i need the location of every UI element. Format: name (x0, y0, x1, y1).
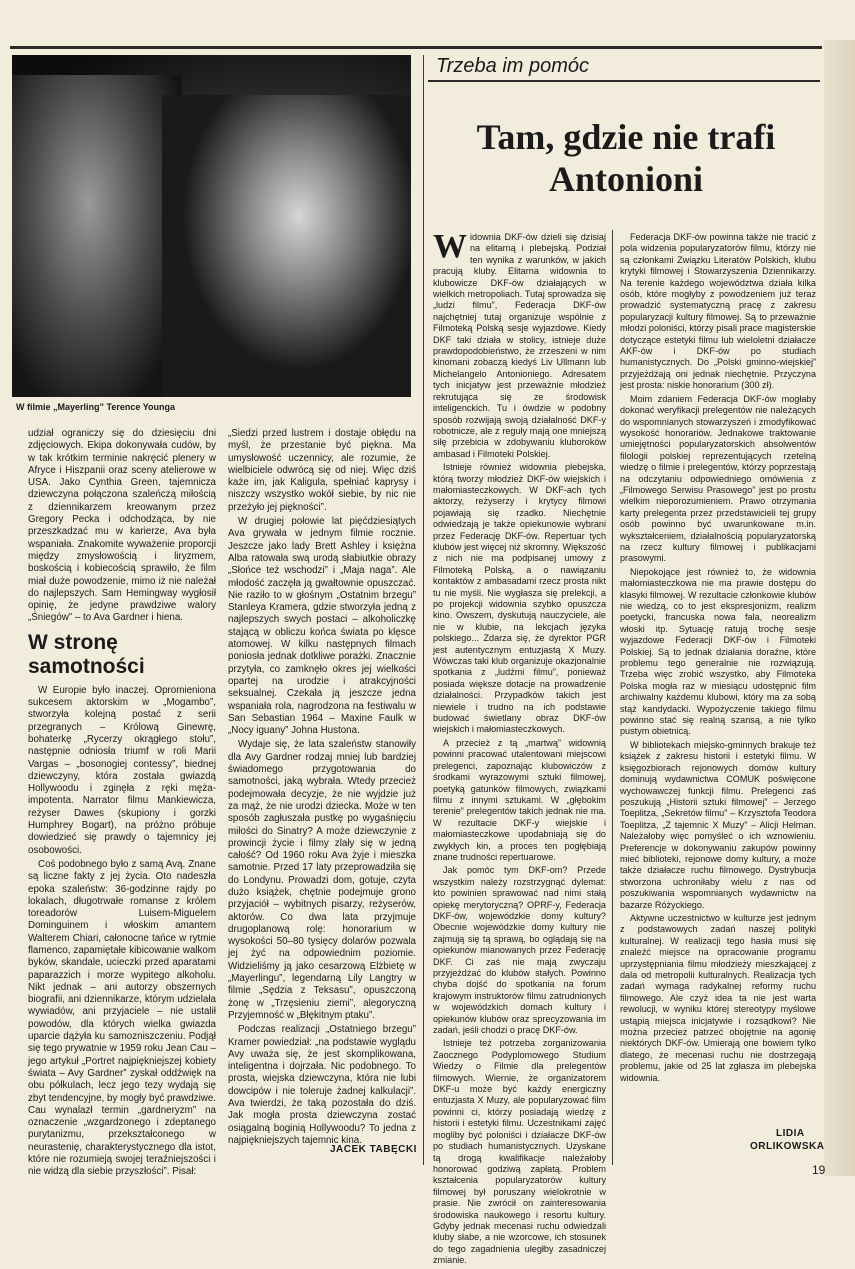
author-signature-line2: ORLIKOWSKA (750, 1141, 825, 1152)
page-edge (824, 40, 855, 1176)
paragraph: Istnieje również widownia plebejska, którą tworzy młodzież DKF-ów wiejskich i małomiasteczkowych. W DKF-ach tych aktorzy, reżyserzy i krytycy filmowi pojawiają się rzadko. Niechętnie odwiedzają je także opiekunowie wybrani przez Federację DKF-ów. Repertuar tych klubów jest więcej niż skromny. Większość z nich nie ma podpisanej umowy z Filmoteką Polską, a o nawiązaniu kontaktów z ambasadami rzecz prosta nikt tu nie myśli. Nie wygłasza się prelekcji, a po projekcji widownia szybko opuszcza kino. Owszem, dyskutują nauczyciele, ale nie w klubie, na lekcjach języka polskiego... Zdarza się, że dyrektor PGR jest autentycznym entuzjastą X Muzy. Wówczas taki klub organizuje okazjonalnie spotkania z „ludźmi filmu”, ponieważ posiada większe dotacje na prowadzenie działalności. Przypadków takich jest niewiele i trudno na ich podstawie budować świetlany obraz DKF-ów wiejskich i małomiasteczkowych. (433, 462, 606, 735)
paragraph: A przecież z tą „martwą” widownią powinni pracować utalentowani miejscowi prelegenci, zapoznając klubowiczów z środkami wyrazowymi sztuki filmowej, poetyką gatunków filmowych, związkami filmu z innymi sztukami. W „głębokim terenie” prelegentów takich jednak nie ma. W rezultacie DKF-y wiejskie i małomiasteczkowe upodabniają się do zwykłych kin, a proces ten pogłębiają znane trudności repertuarowe. (433, 737, 606, 862)
article-headline: Tam, gdzie nie trafi Antonioni (476, 117, 776, 199)
page-number: 19 (812, 1163, 826, 1177)
film-still-photo (12, 55, 411, 397)
paragraph: Wydaje się, że lata szaleństw stanowiły dla Avy Gardner rodzaj mniej lub bardziej świadomego przygotowania do samotności, jaką wybrała. Wtedy przecież podejmowała decyzje, że nie wyjdzie już za mąż, że nie urodzi dziecka. Może w ten sposób zagłuszała pustkę po wygaśnięciu miłości do Sinatry? A może dziewczynie z prowincji życie i filmy zlały się w jedną całość? Od 1960 roku Ava żyje i mieszka samotnie. Przed 17 laty przeprowadziła się do Londynu. Prowadzi dom, gotuje, czyta dużo książek, chętnie podejmuje grono przyjaciół – wybitnych pisarzy, reżyserów, aktorów. Co dwa lata przyjmuje drugoplanową rolę: honorarium w wysokości 50–80 tysięcy dolarów pozwala jej żyć na odpowiednim poziomie. Widzieliśmy ją jako cesarzową Elżbietę w „Mayerlingu”, legendarną Lily Langtry w filmie „Sędzia z Teksasu”, opuszczoną żonę w „Trzęsieniu ziemi”, alegoryczną Przyjemność w „Błękitnym ptaku”. (228, 739, 416, 1021)
rubric-rule (428, 80, 820, 82)
paragraph: „Siedzi przed lustrem i dostaje obłędu na myśl, że przestanie być piękna. Ma umysłowość uczennicy, ale rozumie, że wielbiciele odwrócą się od niej. Więc dziś każe im, jak Kaligula, spełniać kaprysy i niszczy wszystko wokół siebie, by nic nie przeżyło jej piękności”. (228, 428, 416, 513)
author-signature: JACEK TABĘCKI (330, 1144, 417, 1155)
paragraph: Coś podobnego było z samą Avą. Znane są liczne fakty z jej życia. Oto nadeszła epoka szaleństw: 36-godzinne rajdy po lokalach, długotrwałe romanse z królem toreadorów Luisem-Miguelem Dominguinem i włoskim amantem Walterem Chiari, całonocne tańce w rytmie flamenco, zapamiętałe kibicowanie walkom byków, skandale, ucieczki przed aparatami paparazzich i morze wypitego alkoholu. Nikt jednak – ani autorzy obszernych biografii, ani dziennikarze, którym udzielała wywiadów, ani przyjaciele – nie ustalił powodów, dla których wielka gwiazda uparcie dążyła ku samozniszczeniu. Podjął się tego prywatnie w 1959 roku Jean Cau – jego artykuł „Portret najpiękniejszej kobiety świata – Avy Gardner” zyskał oddźwięk na obu półkulach, lecz jego tezy wydają się zbyt tendencyjne, by mogły być prawdziwe. Cau wynalazł termin „gardneryzm” na oznaczenie „wzgardzonego i zdeptanego purytanizmu, przekształconego w neurastenię, charakterystycznego dla istot, które nie rozumieją swojej teraźniejszości i nie widzą dla siebie przyszłości”. Pisał: (28, 858, 216, 1178)
author-signature-line1: LIDIA (776, 1128, 805, 1139)
paragraph: Niepokojące jest również to, że widownia małomiasteczkowa nie ma prawie dostępu do klasyki filmowej. W rezultacie członkowie klubów nie wiedzą, co to jest ekspresjonizm, realizm poetycki, francuska nowa fala, neorealizm włoski itp. Sytuację ratują trochę sesje wyjazdowe Federacji DKF-ów i Filmoteki Polskiej. Są to jednak działania doraźne, które problemu tego generalnie nie rozwiązują. Trzeba więc zrobić wszystko, aby Filmoteka Polska mogła raz w miesiącu udostępnić film archiwalny każdemu klubowi, który ma za sobą stąż kandydacki. Wypożyczenie takiego filmu powinno stać się realną szansą, a nie tylko pustym obietnicą. (620, 566, 816, 737)
drop-cap: W (433, 228, 467, 265)
photo-caption: W filmie „Mayerling” Terence Younga (16, 402, 176, 412)
paragraph: W drugiej połowie lat pięćdziesiątych Ava grywała w jednym filmie rocznie. Jeszcze jako lady Brett Ashley i księżna Alba ratowała swą urodą słabiutkie obrazy „Słońce też wschodzi” i „Maja naga”. Ale młodość zaczęła ją gwałtownie opuszczać. Nie raziło to w głośnym „Ostatnim brzegu” Stanleya Kramera, gdzie stworzyła jedną z najlepszych swych postaci – alkoholiczkę stającą w obliczu końca świata po klęsce atomowej. W kilku następnych filmach poniosła jednak dotkliwe porażki. Znacznie przytyła, co zamknęło okres jej wielkości opartej na urodzie i atrakcyjności seksualnej. Czekała ją jeszcze jedna wspaniała rola, nagrodzona na festiwalu w San Sebastian 1964 – Maxine Faulk w „Nocy iguany” Johna Hustona. (228, 516, 416, 737)
top-rule (10, 46, 822, 49)
paragraph: Podczas realizacji „Ostatniego brzegu” Kramer powiedział: „na podstawie wyglądu Avy uważa się, że jest skomplikowana, inteligentna i dojrzała. Nic podobnego. To prosta, wiejska dziewczyna, która nie lubi dowcipów i nie toleruje żadnej kalkulacji”. Ava twierdzi, że taką pozostała do dziś. Jak mogła prosta dziewczyna zostać osiągalną boginią Hollywoodu? To jedna z najpiękniejszych tajemnic kina. (228, 1024, 416, 1146)
rubric-title: Trzeba im pomóc (436, 55, 590, 77)
paragraph: W Europie było inaczej. Opromieniona sukcesem aktorskim w „Mogambo”, stworzyła kolejną postać z serii przegranych – Królową Ginewrę, bohaterkę „Rycerzy okrągłego stołu”, następnie odniosła triumf w roli Marii Vargas – „bosonogiej contessy”, biednej dziewczyny, która została gwiazdą Hollywoodu i zginęła z ręki męża-impotenta. Narrator filmu Mankiewicza, reżyser Dawes (skupiony i gorzki Humphrey Bogart), na próżno próbuje dowiedzieć się prawdy o tajemnicy jej osobowości. (28, 684, 216, 856)
section-heading: W stronę samotności (28, 630, 145, 678)
paragraph: Jak pomóc tym DKF-om? Przede wszystkim należy rozstrzygnąć dylemat: kto powinien sprawować nad nimi stałą opiekę merytoryczną? OPRF-y, Federacja DKF-ów, wojewódzkie domy kultury? Obecnie wojewódzkie domy kultury nie zajmują się tą sprawą, bo oglądają się na opiekunów mianowanych przez Federację DKF. Ci zaś nie mają zwyczaju przyjeżdżać do klubów stałych. Powinno chyba dojść do spotkania na forum krajowym instruktorów filmu zatrudnionych w wojewódzkich domach kultury i opiekunów klubów oraz sprecyzowania im zadań, jeśli chodzi o pracę DKF-ów. (433, 865, 606, 1036)
paragraph: Aktywne uczestnictwo w kulturze jest jednym z podstawowych zadań naszej polityki kulturalnej. W realizacji tego hasła musi się znaleźć miejsce na opracowanie programu uprzystępniania filmu młodzieży mieszkającej z dala od metropolii kulturalnych. Realizacja tych zadań wymaga radykalnej reformy ruchu filmowego. Ale czyż idea ta nie jest warta rewolucji, w wyniku której stereotypy myślowe ustąpią miejsca inicjatywie i rozsądkowi? Nie można przecież patrzeć obojętnie na agonię niektórych DKF-ów. Umierają one bowiem tylko dlatego, że mecenasi ruchu nie dostrzegają problemu, jakie od 25 lat zgłasza im plebejska widownia. (620, 912, 816, 1083)
paragraph: Moim zdaniem Federacja DKF-ów mogłaby dokonać weryfikacji prelegentów nie należących do wspomnianych stowarzyszeń i zmodyfikować wysokość honorariów. Jednakowe traktowanie umiejętności popularyzatorskich absolwentów filologii polskiej reprezentujących rzetelną wiedzę o filmie i prelegentów, którzy poprzestają na odczytaniu odpowiedniego omówienia z „Filmowego Serwisu Prasowego” jest po prostu wielkim nieporozumieniem. Prawo otrzymania karty prelegenta przez przedstawicieli tej grupy osób powinno być uwarunkowane m.in. wykształceniem, działalnością popularyzatorską na rzecz kultury filmowej i publikacjami prasowymi. (620, 393, 816, 564)
article1-column2 (228, 428, 416, 1149)
article1-column1 (28, 428, 216, 1181)
paragraph: udział ograniczy się do dziesięciu dni zdjęciowych. Ekipa dokonywała cudów, by w tak krótkim terminie nakręcić plenery w Afryce i Hiszpanii oraz sceny atelierowe w USA. Jako Cynthia Green, tajemnicza dziewczyna połączona szaleńczą miłością z dziennikarzem kreowanym przez Gregory Pecka i odchodząca, by nie przeszkadzać mu w karierze, Ava była wspaniała. Znakomite wyważenie proporcji między zmysłowością i liryzmem, boskością i kobiecością sprawiło, że film miał duże powodzenie, mimo iż nie należał do najlepszych. Sam Hemingway wygłosił opinię, że jedyne prawdziwe walory „Śniegów” – to Ava Gardner i hiena. (28, 428, 216, 624)
column-divider-center (423, 55, 424, 1165)
article2-column1 (433, 228, 606, 1269)
paragraph: Federacja DKF-ów powinna także nie tracić z pola widzenia popularyzatorów filmu, którzy nie są członkami Związku Literatów Polskich, klubu krytyki filmowej i Stowarzyszenia Dziennikarzy. Na terenie każdego województwa działa kilka osób, które mogłyby z powodzeniem już teraz prowadzić systematyczną pracę z zakresu popularyzacji kultury filmowej. Są to przeważnie młodzi poloniści, którzy pisali prace magisterskie dotyczące estetyki filmu lub wieloletni działacze AKF-ów i DKF-ów po studiach humanistycznych. Do „Polski gminno-wiejskiej” przyjeżdżają oni jednak niechętnie. Przyczyna jest prosta: niskie honorarium (300 zł). (620, 232, 816, 391)
paragraph: W bibliotekach miejsko-gminnych brakuje też książek z zakresu historii i estetyki filmu. W księgozbiorach rejonowych domów kultury dominują wydawnictwa COMUK poświęcone wychowawczej funkcji filmu. Prelegenci zaś poszukują „Historii sztuki filmowej” – Jerzego Toeplitza, „Sekretów filmu” – Krzysztofa Teodora Toeplitza, „Z tajemnic X Muzy” – Alicji Helman. Należałoby więc pomyśleć o ich wznowieniu. Preferencje w dokonywaniu zakupów powinny mieć biblioteki, rejonowe domy kultury, a może także działacze ruchu filmowego. Dystrybucja stworzona uchroniłaby wielu z nas od poszukiwania wspomnianych wydawnictw na bazarze Różyckiego. (620, 739, 816, 910)
photo-figure-right (162, 95, 411, 397)
paragraph: Istnieje też potrzeba zorganizowania Zaocznego Podyplomowego Studium Wiedzy o Filmie dla prelegentów filmowych. Wiernie, że organizatorem DKF-u może być każdy energiczny entuzjasta X Muzy, ale popularyzować film powinni ci, którzy posiadają wiedzę z historii i estetyki filmu. Uczestnikami zajęć mogliby być poloniści i działacze DKF-ów po studiach humanistycznych. Uzyskane tą drogą kwalifikacje należałoby honorować godziwą zapłatą. Problem kształcenia popularyzatorów kultury filmowej był poruszany wielokrotnie w prasie. Nie zwrócił on zainteresowania środowiska naukowego i resortu kultury. Gdyby jednak mecenasi ruchu odwiedzali kluby słabe, a nie wzorcowe, ich stosunek do tego zagadnienia uległby zasadniczej zmianie. (433, 1038, 606, 1266)
article2-column2 (620, 232, 816, 1086)
photo-figure-left (12, 75, 182, 397)
paragraph: Widownia DKF-ów dzieli się dzisiaj na elitarną i plebejską. Podział ten wynika z warunków, w jakich pracują kluby. Elitarna widownia to klubowicze DKF-ów działających w wielkich metropoliach. Tutaj sprowadza się „ludzi filmu”, Federacja DKF-ów najchętniej tutaj organizuje wspólnie z Filmoteką Polską sesje wyjazdowe. Kiedy DKF taki działa w stolicy, istnieje duże prawdopodobieństwo, że zrzeszeni w nim kinomani zobaczą kiedyś Liv Ullmann lub Michelangelo Antonioniego. Adresatem tych inicjatyw jest przeważnie młodzież rekrutująca się ze środowisk inteligenckich. Tu i ówdzie w podobny sposób rozwijają swoją działalność DKF-y robotnicze, ale z reguły mają one mniejszą siłę przebicia w zdobywaniu kluboroków ambasad i Filmoteki Polskiej. (433, 228, 606, 459)
column-divider-right (612, 230, 613, 1165)
